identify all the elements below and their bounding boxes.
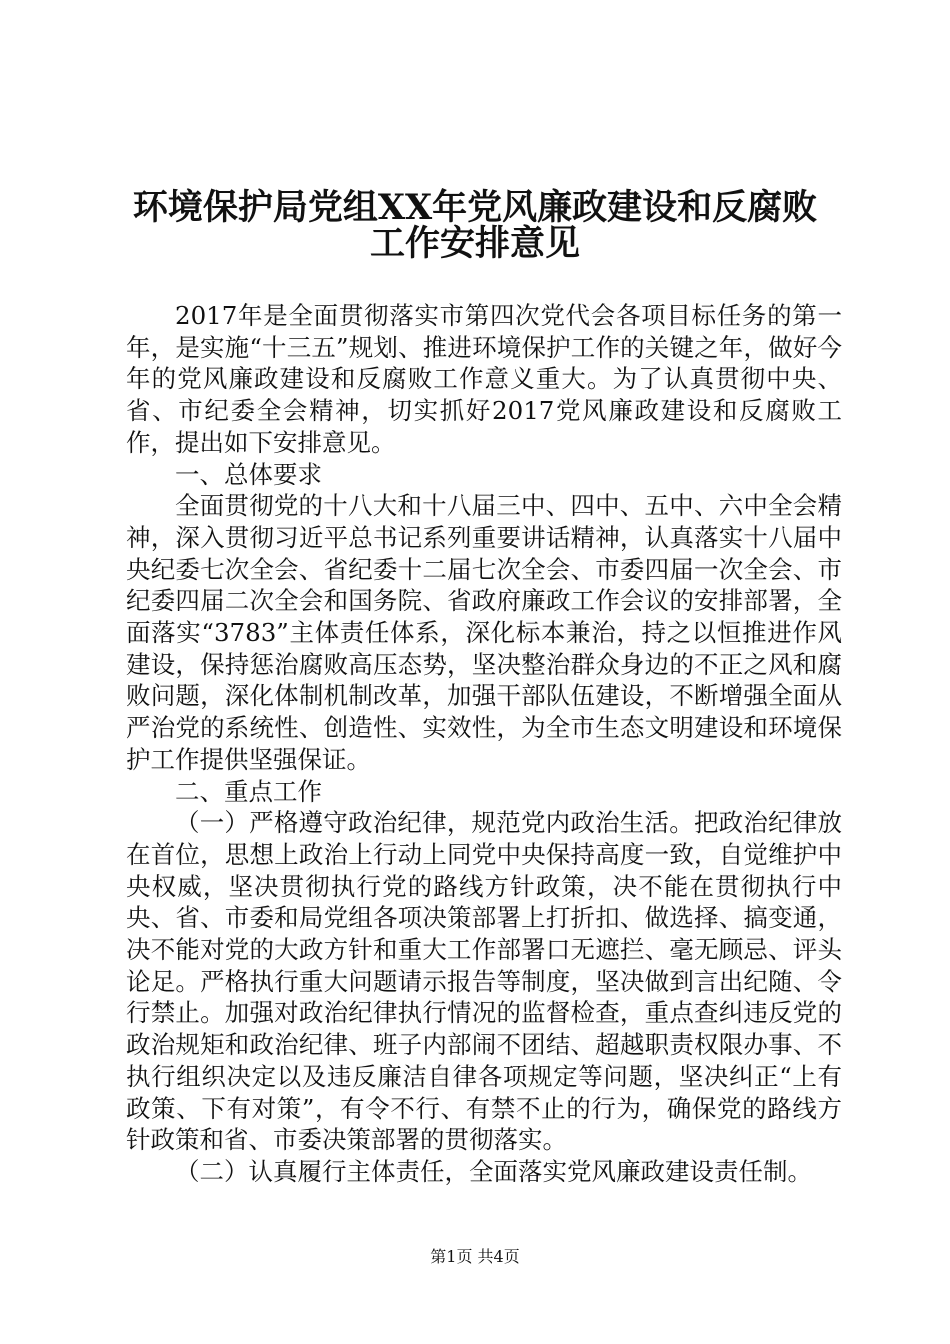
page-footer: 第1页 共4页 (430, 1247, 520, 1266)
document-title-line2: 工作安排意见 (369, 223, 580, 264)
paragraph-item-2: （二）认真履行主体责任，全面落实党风廉政建设责任制。 (175, 1156, 812, 1186)
paragraph-overall-requirements: 全面贯彻党的十八大和十八届三中、四中、五中、六中全会精神，深入贯彻习近平总书记系列重要讲话精神，认真落实十八届中央纪委七次全会、省纪委十二届七次全会、市委四届一次全会、市纪委四届二次全会和国务院、省政府廉政工作会议的安排部署，全面落实“3783”主体责任体系，深化标本兼治，持之以恒推进作风建设，保持惩治腐败高压态势，坚决整治群众身边的不正之风和腐败问题，深化体制机制改革，加强干部队伍建设，不断增强全面从严治党的系统性、创造性、实效性，为全市生态文明建设和环境保护工作提供坚强保证。 (126, 491, 842, 774)
section-heading-key-work: 二、重点工作 (175, 776, 322, 806)
paragraph-item-1: （一）严格遵守政治纪律，规范党内政治生活。把政治纪律放在首位，思想上政治上行动上同党中央保持高度一致，自觉维护中央权威，坚决贯彻执行党的路线方针政策，决不能在贯彻执行中央、省、市委和局党组各项决策部署上打折扣、做选择、搞变通，决不能对党的大政方针和重大工作部署口无遮拦、毫无顾忌、评头论足。严格执行重大问题请示报告等制度，坚决做到言出纪随、令行禁止。加强对政治纪律执行情况的监督检查，重点查纠违反党的政治规矩和政治纪律、班子内部闹不团结、超越职责权限办事、不执行组织决定以及违反廉洁自律各项规定等问题，坚决纠正“上有政策、下有对策”，有令不行、有禁不止的行为，确保党的路线方针政策和省、市委决策部署的贯彻落实。 (126, 808, 842, 1155)
document-body (126, 300, 842, 1188)
paragraph-intro: 2017年是全面贯彻落实市第四次党代会各项目标任务的第一年，是实施“十三五”规划、推进环境保护工作的关键之年，做好今年的党风廉政建设和反腐败工作意义重大。为了认真贯彻中央、省、市纪委全会精神，切实抓好2017党风廉政建设和反腐败工作，提出如下安排意见。 (126, 301, 842, 457)
section-heading-overall: 一、总体要求 (175, 459, 322, 489)
document-title-line1: 环境保护局党组XX年党风廉政建设和反腐败 (132, 187, 818, 228)
